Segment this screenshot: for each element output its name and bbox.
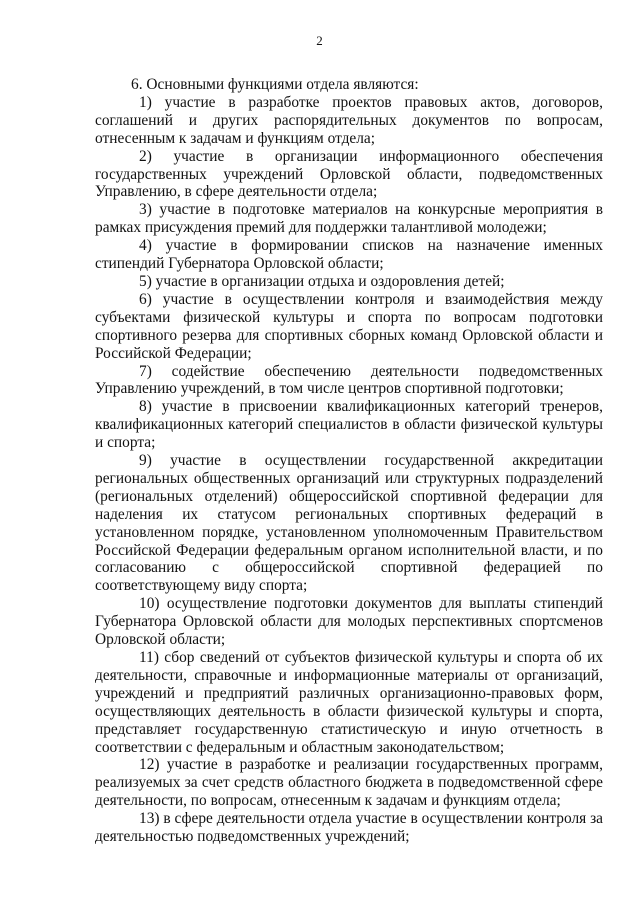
- function-item-12: 12) участие в разработке и реализации государственных программ, реализуемых за счет средств областного бюджета в подведомственной сфере деятельности, по вопросам, отнесенным к задачам и функциям отдела;: [95, 756, 603, 810]
- function-item-1: 1) участие в разработке проектов правовых актов, договоров, соглашений и других распорядительных документов по вопросам, отнесенным к задачам и функциям отдела;: [95, 93, 603, 147]
- function-item-2: 2) участие в организации информационного обеспечения государственных учреждений Орловской области, подведомственных Управлению, в сфере деятельности отдела;: [95, 147, 603, 201]
- function-item-6: 6) участие в осуществлении контроля и взаимодействия между субъектами физической культуры и спорта по вопросам подготовки спортивного резерва для спортивных сборных команд Орловской области и Российской Федерации;: [95, 290, 603, 362]
- function-item-8: 8) участие в присвоении квалификационных категорий тренеров, квалификационных категорий специалистов в области физической культуры и спорта;: [95, 398, 603, 452]
- function-item-10: 10) осуществление подготовки документов для выплаты стипендий Губернатора Орловской области для молодых перспективных спортсменов Орловской области;: [95, 595, 603, 649]
- function-item-5: 5) участие в организации отдыха и оздоровления детей;: [139, 272, 505, 290]
- page-number: 2: [316, 33, 323, 48]
- function-item-11: 11) сбор сведений от субъектов физической культуры и спорта об их деятельности, справочные и информационные материалы от организаций, учреждений и предприятий различных организационно-правовых форм, осуществляющих деятельность в области физической культуры и спорта, представляет государственную статистическую и иную отчетность в соответствии с федеральным и областным законодательством;: [95, 649, 603, 756]
- function-item-13: 13) в сфере деятельности отдела участие в осуществлении контроля за деятельностью подведомственных учреждений;: [95, 810, 603, 846]
- section-heading: 6. Основными функциями отдела являются:: [131, 76, 419, 93]
- functions-section: [95, 76, 603, 846]
- function-item-4: 4) участие в формировании списков на назначение именных стипендий Губернатора Орловской области;: [95, 237, 603, 273]
- function-item-3: 3) участие в подготовке материалов на конкурсные мероприятия в рамках присуждения премий для поддержки талантливой молодежи;: [95, 201, 603, 237]
- function-item-9: 9) участие в осуществлении государственной аккредитации региональных общественных организаций или структурных подразделений (региональных отделений) общероссийской спортивной федерации для наделения их статусом региональных спортивных федераций в установленном порядке, установленном уполномоченным Правительством Российской Федерации федеральным органом исполнительной власти, и по согласованию с общероссийской спортивной федерацией по соответствующему виду спорта;: [95, 452, 603, 595]
- function-item-7: 7) содействие обеспечению деятельности подведомственных Управлению учреждений, в том числе центров спортивной подготовки;: [95, 362, 603, 398]
